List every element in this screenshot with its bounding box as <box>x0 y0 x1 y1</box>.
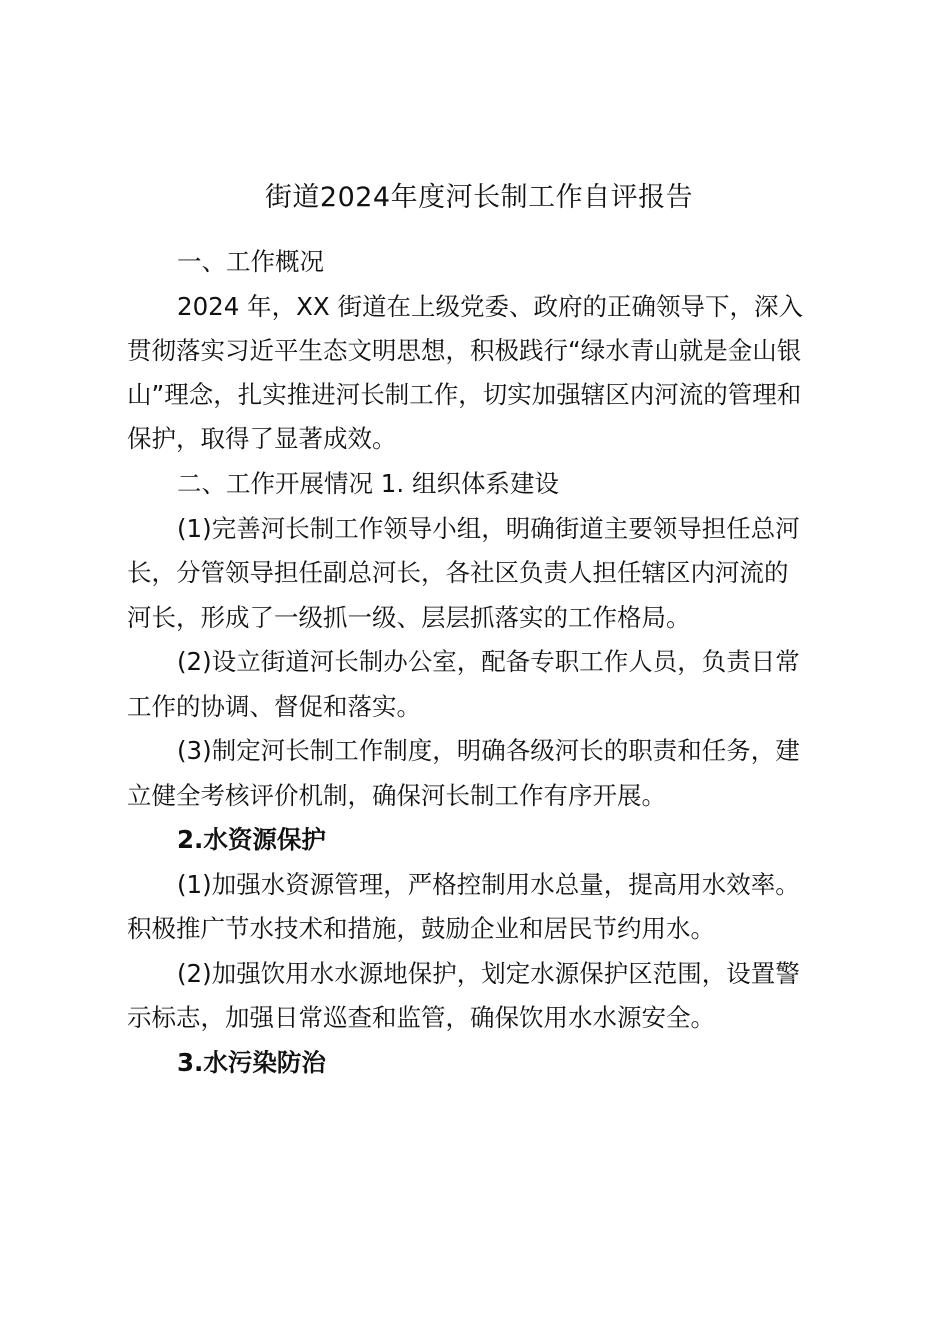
document-title: 街道2024年度河长制工作自评报告 <box>264 182 694 213</box>
paragraph-line: 山”理念，扎实推进河长制工作，切实加强辖区内河流的管理和 <box>127 380 802 409</box>
paragraph-line: 保护，取得了显著成效。 <box>127 424 397 453</box>
paragraph-line: 2024 年，XX 街道在上级党委、政府的正确领导下，深入 <box>177 292 803 321</box>
paragraph-line: 长，分管领导担任副总河长，各社区负责人担任辖区内河流的 <box>127 558 789 587</box>
paragraph-line: (1)完善河长制工作领导小组，明确街道主要领导担任总河 <box>177 514 800 543</box>
paragraph-line: 示标志，加强日常巡查和监管，确保饮用水水源安全。 <box>127 1003 715 1032</box>
paragraph-line: 贯彻落实习近平生态文明思想，积极践行“绿水青山就是金山银 <box>127 336 802 365</box>
paragraph-line: (2)加强饮用水水源地保护，划定水源保护区范围，设置警 <box>177 959 800 988</box>
paragraph-line: (2)设立街道河长制办公室，配备专职工作人员，负责日常 <box>177 647 800 676</box>
paragraph-line: 积极推广节水技术和措施，鼓励企业和居民节约用水。 <box>127 914 715 943</box>
section-heading-progress: 二、工作开展情况 1. 组织体系建设 <box>177 469 559 498</box>
paragraph-line: 工作的协调、督促和落实。 <box>127 692 421 721</box>
paragraph-line: (1)加强水资源管理，严格控制用水总量，提高用水效率。 <box>177 870 800 899</box>
paragraph-line: (3)制定河长制工作制度，明确各级河长的职责和任务，建 <box>177 736 800 765</box>
subsection-heading-pollution: 3.水污染防治 <box>177 1048 326 1077</box>
section-heading-overview: 一、工作概况 <box>177 247 324 276</box>
paragraph-line: 河长，形成了一级抓一级、层层抓落实的工作格局。 <box>127 603 691 632</box>
paragraph-line: 立健全考核评价机制，确保河长制工作有序开展。 <box>127 781 666 810</box>
subsection-heading-water-resources: 2.水资源保护 <box>177 825 326 854</box>
